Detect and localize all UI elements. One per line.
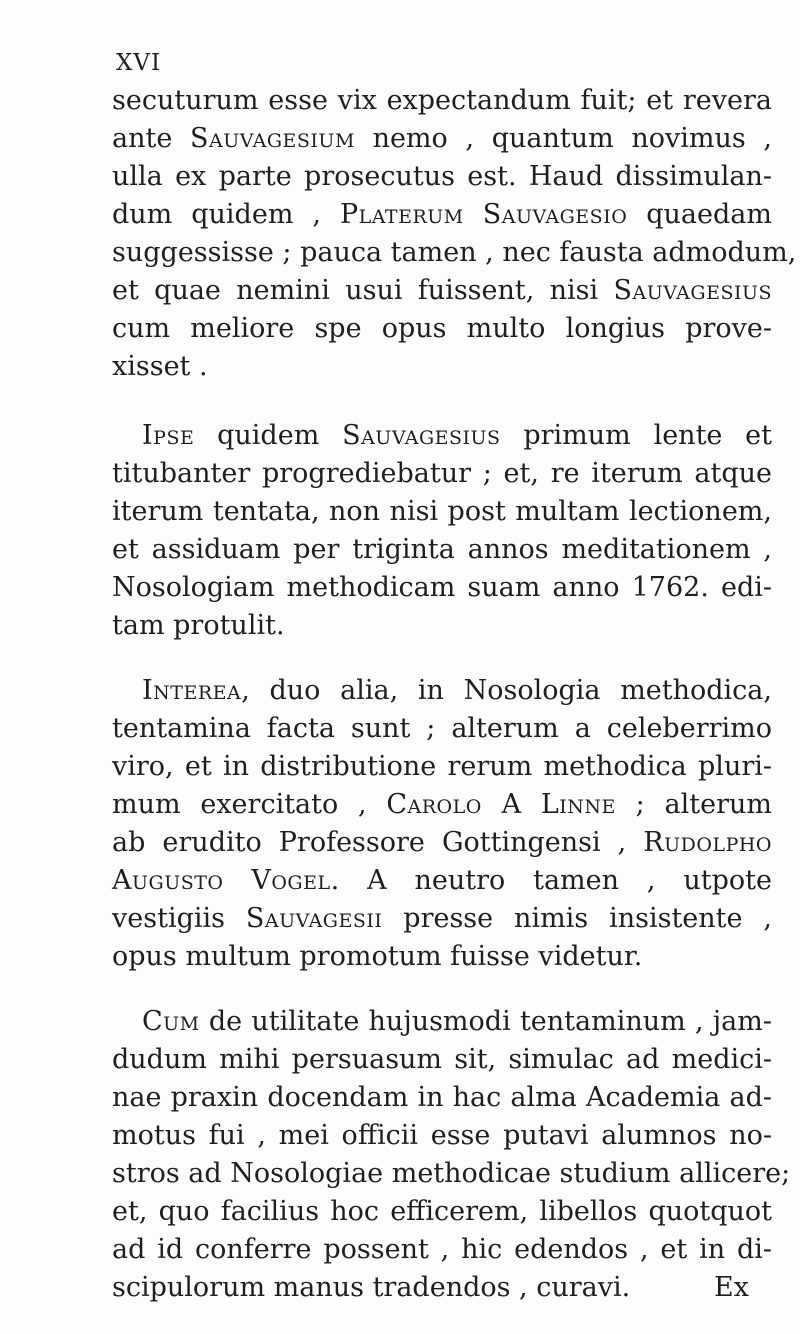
text-line: Ipse quidem Sauvagesius primum lente et [142, 420, 773, 451]
text-line: viro, et in distributione rerum methodica pluri- [112, 751, 772, 782]
paragraph-2 [112, 417, 772, 645]
paragraph-3 [112, 672, 772, 976]
paragraph-4 [112, 1003, 791, 1307]
text-line: et assiduam per triginta annos meditationem , [112, 534, 772, 565]
paragraph-1 [112, 82, 797, 386]
text-line: nae praxin docendam in hac alma Academia ad- [112, 1082, 772, 1113]
text-line: Interea, duo alia, in Nosologia methodica, [142, 675, 772, 706]
text-line: tam protulit. [112, 610, 285, 641]
text-line: ab erudito Professore Gottingensi , Rudolpho [112, 827, 772, 858]
text-line: xisset . [112, 351, 208, 382]
text-line: opus multum promotum fuisse videtur. [112, 941, 643, 972]
text-line: et, quo facilius hoc efficerem, libellos quotquot [112, 1196, 772, 1227]
text-line: scipulorum manus tradendos , curavi. [112, 1272, 631, 1303]
text-line: Cum de utilitate hujusmodi tentaminum , jam- [142, 1006, 772, 1037]
text-line: ulla ex parte prosecutus est. Haud dissimulan- [112, 161, 772, 192]
text-line: cum meliore spe opus multo longius prove- [112, 313, 772, 344]
text-line: et quae nemini usui fuissent, nisi Sauvagesius [112, 275, 772, 306]
text-line: mum exercitato , Carolo A Linne ; alterum [112, 789, 772, 820]
text-line: Augusto Vogel. A neutro tamen , utpote [112, 865, 772, 896]
catchword: Ex [714, 1272, 749, 1303]
text-line: iterum tentata, non nisi post multam lectionem, [112, 496, 772, 527]
text-line: dudum mihi persuasum sit, simulac ad medici- [112, 1044, 772, 1075]
text-line: suggessisse ; pauca tamen , nec fausta admodum, [112, 237, 797, 268]
text-line: Nosologiam methodicam suam anno 1762. edi- [112, 572, 772, 603]
text-line: stros ad Nosologiae methodicae studium allicere; [112, 1158, 791, 1189]
text-line: titubanter progrediebatur ; et, re iterum atque [112, 458, 772, 489]
text-line: dum quidem , Platerum Sauvagesio quaedam [112, 199, 772, 230]
text-line: vestigiis Sauvagesii presse nimis insistente , [112, 903, 772, 934]
text-line: motus fui , mei officii esse putavi alumnos no- [112, 1120, 772, 1151]
text-line: secuturum esse vix expectandum fuit; et revera [112, 85, 772, 116]
text-line: ante Sauvagesium nemo , quantum novimus , [112, 123, 772, 154]
page-number: XVI [116, 50, 162, 76]
text-line: ad id conferre possent , hic edendos , et in di- [112, 1234, 772, 1265]
text-line: tentamina facta sunt ; alterum a celeberrimo [112, 713, 772, 744]
